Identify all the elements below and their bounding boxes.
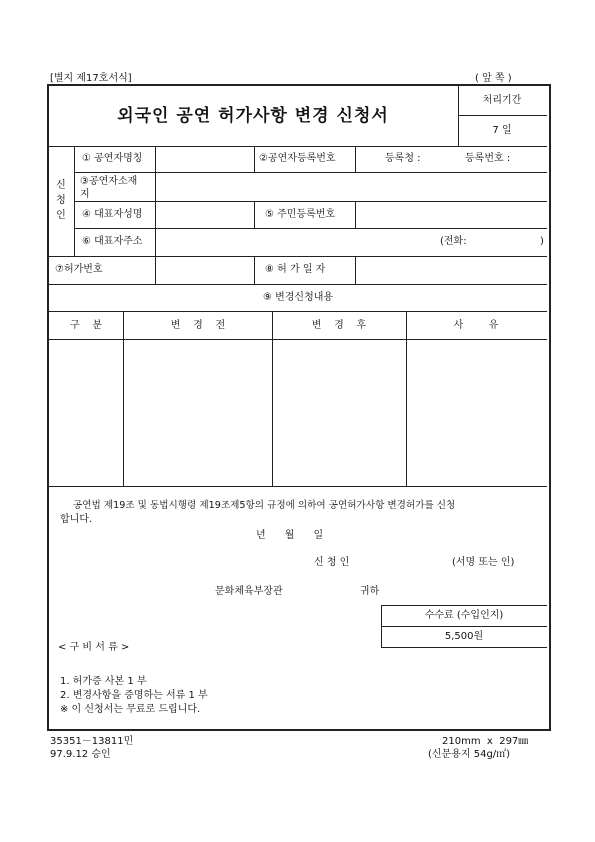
table-header-reason: 사 유 [453, 320, 499, 331]
table-cell-before[interactable] [125, 341, 271, 485]
permit-date-label: ⑧ 허 가 일 자 [265, 264, 326, 275]
processing-period-label: 처리기간 [482, 95, 522, 106]
footer-paper-type: (신문용지 54g/㎡) [428, 749, 511, 760]
applicant-signature-label: 신 청 인 [314, 557, 350, 568]
form-number: [별지 제17호서식] [50, 73, 132, 84]
table-header-after: 변 경 후 [311, 320, 367, 331]
reg-office-label: 등록청 : [385, 153, 421, 164]
statement-line-1: 공연법 제19조 및 동법시행령 제19조제5항의 규정에 의하여 공연허가사항 변경허가를 신청 [73, 500, 456, 511]
table-cell-category[interactable] [50, 341, 122, 485]
phone-label: (전화: [440, 236, 467, 247]
page-side-label: ( 앞 쪽 ) [475, 73, 512, 84]
permit-no-label: ⑦허가번호 [55, 264, 103, 275]
rep-address-label: ⑥ 대표자주소 [82, 236, 143, 247]
fee-value: 5,500원 [444, 631, 484, 642]
form-title: 외국인 공연 허가사항 변경 신청서 [117, 106, 389, 126]
table-header-category: 구 분 [69, 320, 103, 331]
resident-no-label: ⑤ 주민등록번호 [265, 209, 336, 220]
permit-date-field[interactable] [357, 258, 546, 283]
footer-paper-size: 210mm x 297㎜ [442, 736, 529, 747]
addressee-suffix: 귀하 [360, 586, 380, 597]
phone-close: ) [540, 236, 544, 247]
footer-approval: 97.9.12 승인 [50, 749, 111, 760]
table-header-before: 변 경 전 [170, 320, 226, 331]
rep-name-label: ④ 대표자성명 [82, 209, 143, 220]
document-item-1: 1. 허가증 사본 1 부 [60, 676, 147, 687]
performer-address-label-2: 지 [80, 189, 90, 200]
performer-name-field[interactable] [157, 148, 253, 171]
rep-name-field[interactable] [157, 203, 253, 227]
document-item-2: 2. 변경사항을 증명하는 서류 1 부 [60, 690, 208, 701]
performer-address-field[interactable] [157, 174, 546, 200]
footer-code: 35351－13811민 [50, 736, 134, 747]
applicant-label-1: 신 [56, 180, 66, 191]
applicant-label-2: 청 [56, 195, 66, 206]
document-note: ※ 이 신청서는 무료로 드립니다. [60, 704, 201, 715]
reg-number-label: 등록번호 : [465, 153, 511, 164]
authority-name: 문화체육부장관 [215, 586, 283, 597]
change-details-label: ⑨ 변경신청내용 [262, 292, 334, 303]
performer-reg-no-label: ②공연자등록번호 [259, 153, 336, 164]
rep-address-field[interactable] [157, 230, 437, 255]
processing-period-value: 7 일 [492, 125, 512, 136]
signature-hint: (서명 또는 인) [452, 557, 515, 568]
date-line: 년 월 일 [256, 530, 324, 541]
table-cell-after[interactable] [274, 341, 405, 485]
fee-label: 수수료 (수입인지) [424, 610, 504, 621]
permit-no-field[interactable] [157, 258, 253, 283]
performer-address-label-1: ③공연자소재 [80, 176, 138, 187]
documents-title: < 구 비 서 류 > [58, 642, 130, 653]
performer-name-label: ① 공연자명칭 [82, 153, 143, 164]
statement-line-2: 합니다. [60, 514, 93, 525]
table-cell-reason[interactable] [408, 341, 546, 485]
resident-no-field[interactable] [357, 203, 546, 227]
applicant-label-3: 인 [56, 210, 66, 221]
